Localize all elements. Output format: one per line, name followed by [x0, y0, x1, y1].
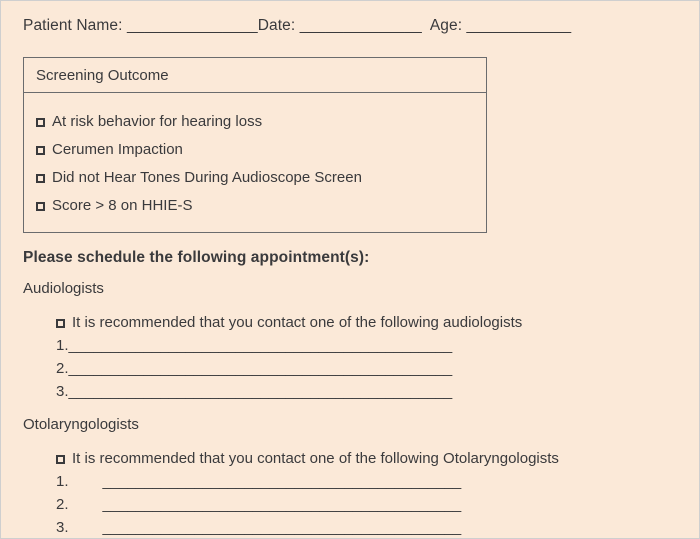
audiologist-line-3	[56, 380, 677, 403]
audiologist-3-blank[interactable]: ______________________________________________	[68, 383, 453, 400]
line-number: 2.	[56, 496, 69, 513]
line-number: 2.	[56, 360, 69, 377]
screening-option-cerumen	[36, 141, 474, 158]
checkbox-icon[interactable]	[36, 174, 45, 183]
otolaryngologist-1-blank[interactable]: ___________________________________________	[102, 473, 462, 490]
checkbox-icon[interactable]	[36, 146, 45, 155]
audiologists-section-title: Audiologists	[23, 280, 104, 297]
age-label: Age:	[429, 17, 463, 34]
audiologist-line-2	[56, 357, 677, 380]
date-label: Date:	[257, 17, 296, 34]
audiologist-line-1	[56, 334, 677, 357]
patient-name-label: Patient Name:	[23, 17, 123, 34]
recommendation-label: It is recommended that you contact one of the following Otolaryngologists	[72, 450, 559, 467]
otolaryngologist-line-3	[56, 516, 677, 539]
line-number: 3.	[56, 519, 69, 536]
audiologist-1-blank[interactable]: ______________________________________________	[68, 337, 453, 354]
audiologist-2-blank[interactable]: ______________________________________________	[68, 360, 453, 377]
option-label: At risk behavior for hearing loss	[52, 113, 263, 130]
option-label: Cerumen Impaction	[52, 141, 183, 158]
date-blank[interactable]: ______________	[299, 17, 422, 34]
patient-name-blank[interactable]: _______________	[126, 17, 258, 34]
checkbox-icon[interactable]	[36, 202, 45, 211]
otolaryngologists-lines	[56, 470, 677, 539]
checkbox-icon[interactable]	[36, 118, 45, 127]
option-label: Did not Hear Tones During Audioscope Screen	[52, 169, 362, 186]
option-label: Score > 8 on HHIE-S	[52, 197, 193, 214]
screening-option-tones	[36, 169, 474, 186]
recommendation-label: It is recommended that you contact one of the following audiologists	[72, 314, 523, 331]
screening-option-at-risk	[36, 113, 474, 130]
line-number: 1.	[56, 337, 69, 354]
screening-outcome-title: Screening Outcome	[36, 67, 169, 84]
age-blank[interactable]: ____________	[466, 17, 572, 34]
screening-option-hhie-score	[36, 197, 474, 214]
schedule-heading: Please schedule the following appointment(s):	[23, 249, 370, 266]
audiologists-recommendation-row	[56, 314, 677, 331]
otolaryngologist-3-blank[interactable]: ___________________________________________	[102, 519, 462, 536]
checkbox-icon[interactable]	[56, 455, 65, 464]
otolaryngologist-line-1	[56, 470, 677, 493]
otolaryngologist-line-2	[56, 493, 677, 516]
otolaryngologists-recommendation-row	[56, 450, 677, 467]
screening-outcome-box	[23, 57, 487, 233]
screening-options-list	[24, 92, 486, 232]
line-number: 3.	[56, 383, 69, 400]
checkbox-icon[interactable]	[56, 319, 65, 328]
otolaryngologist-2-blank[interactable]: ___________________________________________	[102, 496, 462, 513]
patient-info-row	[23, 17, 677, 35]
line-number: 1.	[56, 473, 69, 490]
audiologists-lines	[56, 334, 677, 403]
otolaryngologists-section-title: Otolaryngologists	[23, 416, 139, 433]
